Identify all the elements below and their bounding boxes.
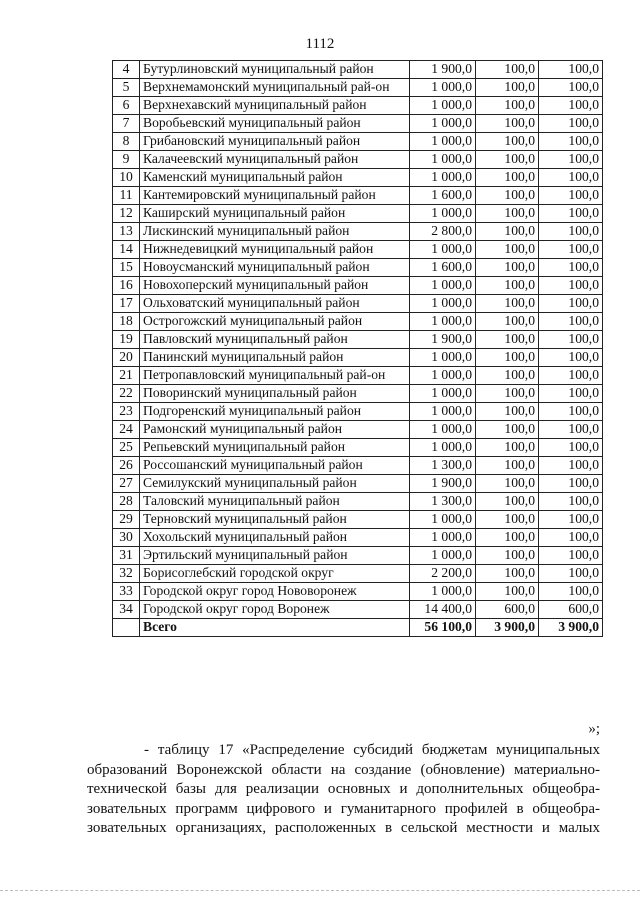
municipality-name: Россошанский муниципальный район	[140, 457, 410, 475]
row-number: 26	[113, 457, 140, 475]
municipality-name: Подгоренский муниципальный район	[140, 403, 410, 421]
row-number: 29	[113, 511, 140, 529]
row-number: 16	[113, 277, 140, 295]
subsidy-table	[112, 60, 603, 637]
amount-year-3: 100,0	[539, 349, 603, 367]
municipality-name: Панинский муниципальный район	[140, 349, 410, 367]
row-number: 7	[113, 115, 140, 133]
amount-year-2: 100,0	[476, 133, 539, 151]
row-number: 19	[113, 331, 140, 349]
total-amount: 56 100,0	[410, 619, 476, 637]
table-row	[113, 367, 603, 385]
total-year-2: 3 900,0	[476, 619, 539, 637]
table-row	[113, 331, 603, 349]
amount-year-2: 600,0	[476, 601, 539, 619]
total-number-empty	[113, 619, 140, 637]
table-row	[113, 493, 603, 511]
amount-year-2: 100,0	[476, 79, 539, 97]
amount-year-3: 100,0	[539, 223, 603, 241]
amount-total: 1 900,0	[410, 331, 476, 349]
row-number: 22	[113, 385, 140, 403]
row-number: 34	[113, 601, 140, 619]
amount-year-3: 100,0	[539, 403, 603, 421]
amount-year-3: 100,0	[539, 439, 603, 457]
paragraph-line: технической базы для реализации основных и дополнительных общеобра-	[87, 781, 600, 798]
row-number: 24	[113, 421, 140, 439]
amount-total: 1 000,0	[410, 385, 476, 403]
amount-year-2: 100,0	[476, 367, 539, 385]
row-number: 15	[113, 259, 140, 277]
table-row	[113, 457, 603, 475]
municipality-name: Воробьевский муниципальный район	[140, 115, 410, 133]
amount-year-2: 100,0	[476, 403, 539, 421]
amount-year-3: 100,0	[539, 151, 603, 169]
municipality-name: Нижнедевицкий муниципальный район	[140, 241, 410, 259]
paragraph-line: - таблицу 17 «Распределение субсидий бюджетам муниципальных	[144, 742, 600, 758]
municipality-name: Новоусманский муниципальный район	[140, 259, 410, 277]
total-label: Всего	[140, 619, 410, 637]
row-number: 14	[113, 241, 140, 259]
table-row	[113, 205, 603, 223]
table-row	[113, 475, 603, 493]
municipality-name: Каширский муниципальный район	[140, 205, 410, 223]
amount-year-2: 100,0	[476, 61, 539, 79]
amount-total: 1 300,0	[410, 457, 476, 475]
row-number: 18	[113, 313, 140, 331]
amount-year-2: 100,0	[476, 349, 539, 367]
amount-total: 1 000,0	[410, 169, 476, 187]
amount-total: 1 000,0	[410, 79, 476, 97]
amount-year-3: 100,0	[539, 421, 603, 439]
table-row	[113, 61, 603, 79]
row-number: 27	[113, 475, 140, 493]
municipality-name: Новохоперский муниципальный район	[140, 277, 410, 295]
table-row	[113, 349, 603, 367]
amount-total: 1 300,0	[410, 493, 476, 511]
municipality-name: Калачеевский муниципальный район	[140, 151, 410, 169]
amount-year-3: 100,0	[539, 493, 603, 511]
amount-year-2: 100,0	[476, 169, 539, 187]
amount-total: 14 400,0	[410, 601, 476, 619]
row-number: 12	[113, 205, 140, 223]
amount-year-3: 100,0	[539, 79, 603, 97]
amount-total: 1 000,0	[410, 583, 476, 601]
table-row	[113, 403, 603, 421]
amount-total: 1 000,0	[410, 241, 476, 259]
amount-year-3: 100,0	[539, 331, 603, 349]
table-row	[113, 115, 603, 133]
amount-year-3: 100,0	[539, 61, 603, 79]
amount-year-3: 100,0	[539, 277, 603, 295]
amount-year-2: 100,0	[476, 187, 539, 205]
table-row	[113, 295, 603, 313]
amount-total: 2 800,0	[410, 223, 476, 241]
table-row	[113, 97, 603, 115]
amount-year-3: 100,0	[539, 169, 603, 187]
row-number: 11	[113, 187, 140, 205]
page-edge-rule	[0, 890, 640, 891]
municipality-name: Петропавловский муниципальный рай-он	[140, 367, 410, 385]
row-number: 20	[113, 349, 140, 367]
row-number: 30	[113, 529, 140, 547]
row-number: 32	[113, 565, 140, 583]
table-row	[113, 151, 603, 169]
amount-year-3: 100,0	[539, 97, 603, 115]
amount-year-2: 100,0	[476, 475, 539, 493]
amount-total: 1 000,0	[410, 313, 476, 331]
amount-year-3: 100,0	[539, 367, 603, 385]
amount-total: 1 000,0	[410, 277, 476, 295]
amount-year-3: 100,0	[539, 259, 603, 277]
table-row	[113, 583, 603, 601]
amount-year-2: 100,0	[476, 385, 539, 403]
municipality-name: Верхнехавский муниципальный район	[140, 97, 410, 115]
amount-year-3: 100,0	[539, 115, 603, 133]
page-number: 1112	[305, 36, 335, 52]
row-number: 23	[113, 403, 140, 421]
table-row	[113, 511, 603, 529]
amount-year-2: 100,0	[476, 331, 539, 349]
amount-year-2: 100,0	[476, 115, 539, 133]
table-row	[113, 565, 603, 583]
table-row	[113, 223, 603, 241]
amount-year-3: 100,0	[539, 313, 603, 331]
amount-total: 1 000,0	[410, 151, 476, 169]
table-row	[113, 259, 603, 277]
amount-year-2: 100,0	[476, 493, 539, 511]
amount-year-2: 100,0	[476, 529, 539, 547]
amount-total: 1 000,0	[410, 529, 476, 547]
table-row	[113, 241, 603, 259]
amount-year-2: 100,0	[476, 457, 539, 475]
municipality-name: Бутурлиновский муниципальный район	[140, 61, 410, 79]
amount-year-3: 100,0	[539, 187, 603, 205]
table-row	[113, 79, 603, 97]
row-number: 21	[113, 367, 140, 385]
amount-total: 1 000,0	[410, 547, 476, 565]
amount-total: 1 000,0	[410, 133, 476, 151]
municipality-name: Репьевский муниципальный район	[140, 439, 410, 457]
row-number: 9	[113, 151, 140, 169]
row-number: 13	[113, 223, 140, 241]
municipality-name: Верхнемамонский муниципальный рай-он	[140, 79, 410, 97]
row-number: 25	[113, 439, 140, 457]
table-row	[113, 277, 603, 295]
amount-year-2: 100,0	[476, 151, 539, 169]
table-row	[113, 169, 603, 187]
row-number: 28	[113, 493, 140, 511]
row-number: 6	[113, 97, 140, 115]
amount-year-3: 100,0	[539, 547, 603, 565]
amount-year-3: 100,0	[539, 133, 603, 151]
amount-year-3: 100,0	[539, 241, 603, 259]
amount-year-2: 100,0	[476, 511, 539, 529]
paragraph-line: зовательных программ цифрового и гуманитарного профилей в общеобра-	[87, 800, 600, 817]
municipality-name: Борисоглебский городской округ	[140, 565, 410, 583]
amount-total: 1 900,0	[410, 61, 476, 79]
amount-year-2: 100,0	[476, 259, 539, 277]
amount-total: 1 000,0	[410, 97, 476, 115]
amount-year-3: 100,0	[539, 583, 603, 601]
municipality-name: Острогожский муниципальный район	[140, 313, 410, 331]
paragraph-line: образований Воронежской области на создание (обновление) материально-	[87, 761, 600, 778]
amount-year-3: 100,0	[539, 385, 603, 403]
row-number: 4	[113, 61, 140, 79]
amount-total: 1 000,0	[410, 295, 476, 313]
amount-year-2: 100,0	[476, 565, 539, 583]
municipality-name: Городской округ город Воронеж	[140, 601, 410, 619]
amount-total: 1 000,0	[410, 349, 476, 367]
table-row	[113, 547, 603, 565]
amount-year-3: 100,0	[539, 205, 603, 223]
amount-year-2: 100,0	[476, 97, 539, 115]
municipality-name: Ольховатский муниципальный район	[140, 295, 410, 313]
amount-year-3: 100,0	[539, 529, 603, 547]
amount-year-3: 100,0	[539, 511, 603, 529]
table-row	[113, 439, 603, 457]
amount-year-3: 600,0	[539, 601, 603, 619]
paragraph-line: зовательных организациях, расположенных в сельской местности и малых	[87, 820, 600, 837]
amount-year-2: 100,0	[476, 547, 539, 565]
amount-total: 1 000,0	[410, 367, 476, 385]
amount-total: 1 000,0	[410, 439, 476, 457]
closing-quote: »;	[588, 721, 600, 737]
amount-total: 1 000,0	[410, 403, 476, 421]
amount-year-3: 100,0	[539, 295, 603, 313]
amount-total: 1 000,0	[410, 115, 476, 133]
municipality-name: Кантемировский муниципальный район	[140, 187, 410, 205]
municipality-name: Каменский муниципальный район	[140, 169, 410, 187]
total-row	[113, 619, 603, 637]
table-row	[113, 529, 603, 547]
table-row	[113, 421, 603, 439]
amount-total: 1 000,0	[410, 421, 476, 439]
amount-year-2: 100,0	[476, 313, 539, 331]
municipality-name: Грибановский муниципальный район	[140, 133, 410, 151]
amount-total: 1 600,0	[410, 259, 476, 277]
amount-year-2: 100,0	[476, 241, 539, 259]
table-row	[113, 601, 603, 619]
body-paragraph	[87, 741, 600, 839]
table-row	[113, 385, 603, 403]
municipality-name: Эртильский муниципальный район	[140, 547, 410, 565]
municipality-name: Таловский муниципальный район	[140, 493, 410, 511]
municipality-name: Лискинский муниципальный район	[140, 223, 410, 241]
amount-year-2: 100,0	[476, 277, 539, 295]
amount-total: 1 900,0	[410, 475, 476, 493]
municipality-name: Павловский муниципальный район	[140, 331, 410, 349]
amount-year-3: 100,0	[539, 475, 603, 493]
municipality-name: Терновский муниципальный район	[140, 511, 410, 529]
amount-year-2: 100,0	[476, 439, 539, 457]
row-number: 33	[113, 583, 140, 601]
table-body	[113, 61, 603, 637]
municipality-name: Поворинский муниципальный район	[140, 385, 410, 403]
row-number: 8	[113, 133, 140, 151]
municipality-name: Семилукский муниципальный район	[140, 475, 410, 493]
amount-total: 1 600,0	[410, 187, 476, 205]
row-number: 10	[113, 169, 140, 187]
row-number: 31	[113, 547, 140, 565]
amount-total: 1 000,0	[410, 205, 476, 223]
row-number: 17	[113, 295, 140, 313]
amount-total: 1 000,0	[410, 511, 476, 529]
total-year-3: 3 900,0	[539, 619, 603, 637]
table-row	[113, 133, 603, 151]
amount-year-3: 100,0	[539, 565, 603, 583]
amount-year-2: 100,0	[476, 583, 539, 601]
table-row	[113, 313, 603, 331]
amount-year-3: 100,0	[539, 457, 603, 475]
municipality-name: Рамонский муниципальный район	[140, 421, 410, 439]
table-row	[113, 187, 603, 205]
amount-year-2: 100,0	[476, 223, 539, 241]
amount-year-2: 100,0	[476, 205, 539, 223]
row-number: 5	[113, 79, 140, 97]
amount-total: 2 200,0	[410, 565, 476, 583]
amount-year-2: 100,0	[476, 295, 539, 313]
amount-year-2: 100,0	[476, 421, 539, 439]
municipality-name: Городской округ город Нововоронеж	[140, 583, 410, 601]
municipality-name: Хохольский муниципальный район	[140, 529, 410, 547]
